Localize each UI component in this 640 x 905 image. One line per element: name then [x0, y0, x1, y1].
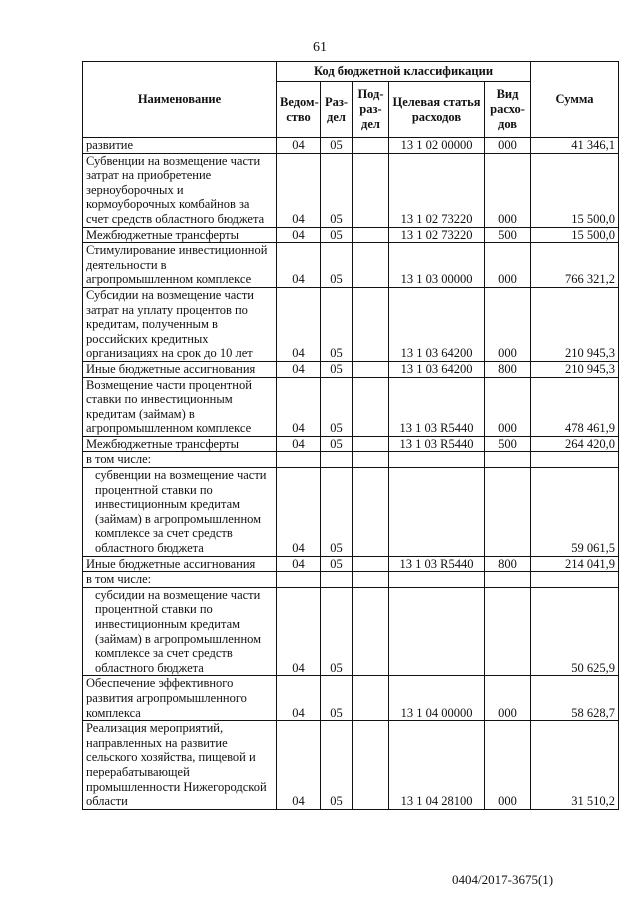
table-row: [83, 436, 619, 452]
cell-summa: 210 945,3: [531, 287, 619, 361]
cell-name: Стимулирование инвестиционной деятельности в агропромышленном комплексе: [83, 243, 277, 288]
cell-ved: 04: [277, 676, 321, 721]
table-row: [83, 468, 619, 557]
cell-vid: 000: [485, 243, 531, 288]
cell-celevaya: 13 1 03 R5440: [389, 436, 485, 452]
header-celevaya: Целевая статья расходов: [389, 82, 485, 138]
cell-name: Иные бюджетные ассигнования: [83, 361, 277, 377]
cell-vid: 000: [485, 138, 531, 154]
cell-podrazdel: [353, 361, 389, 377]
cell-podrazdel: [353, 452, 389, 468]
cell-razdel: 05: [321, 468, 353, 557]
cell-name: развитие: [83, 138, 277, 154]
cell-vid: 800: [485, 361, 531, 377]
cell-vid: 000: [485, 287, 531, 361]
table-row: [83, 587, 619, 676]
cell-vid: [485, 468, 531, 557]
cell-podrazdel: [353, 436, 389, 452]
cell-summa: 50 625,9: [531, 587, 619, 676]
cell-celevaya: 13 1 04 00000: [389, 676, 485, 721]
cell-razdel: 05: [321, 721, 353, 810]
cell-celevaya: [389, 572, 485, 588]
header-podrazdel: Под-раз-дел: [353, 82, 389, 138]
cell-celevaya: [389, 468, 485, 557]
page-number: 61: [313, 40, 327, 55]
cell-summa: 210 945,3: [531, 361, 619, 377]
cell-vid: 500: [485, 436, 531, 452]
table-row: [83, 153, 619, 227]
cell-vid: 000: [485, 721, 531, 810]
cell-razdel: 05: [321, 138, 353, 154]
cell-name: Реализация мероприятий, направленных на развитие сельского хозяйства, пищевой и перерабатывающей промышленности Нижегородской области: [83, 721, 277, 810]
cell-vid: 000: [485, 676, 531, 721]
cell-summa: 41 346,1: [531, 138, 619, 154]
cell-name: Обеспечение эффективного развития агропромышленного комплекса: [83, 676, 277, 721]
cell-podrazdel: [353, 243, 389, 288]
cell-ved: 04: [277, 227, 321, 243]
cell-ved: 04: [277, 556, 321, 572]
cell-vid: [485, 572, 531, 588]
cell-name: Субсидии на возмещение части затрат на уплату процентов по кредитам, полученным в российских кредитных организациях на срок до 10 лет: [83, 287, 277, 361]
cell-celevaya: 13 1 04 28100: [389, 721, 485, 810]
table-row: [83, 287, 619, 361]
table-row: [83, 721, 619, 810]
cell-razdel: 05: [321, 676, 353, 721]
table-row: [83, 452, 619, 468]
table-row: [83, 572, 619, 588]
table-row: [83, 138, 619, 154]
cell-summa: 15 500,0: [531, 227, 619, 243]
cell-razdel: 05: [321, 436, 353, 452]
cell-summa: 59 061,5: [531, 468, 619, 557]
cell-name: Межбюджетные трансферты: [83, 227, 277, 243]
cell-ved: 04: [277, 436, 321, 452]
cell-razdel: 05: [321, 361, 353, 377]
table-row: [83, 556, 619, 572]
table-row: [83, 361, 619, 377]
cell-razdel: 05: [321, 243, 353, 288]
cell-podrazdel: [353, 721, 389, 810]
cell-podrazdel: [353, 138, 389, 154]
cell-celevaya: 13 1 02 73220: [389, 153, 485, 227]
cell-vid: 500: [485, 227, 531, 243]
cell-razdel: 05: [321, 227, 353, 243]
cell-podrazdel: [353, 556, 389, 572]
cell-podrazdel: [353, 153, 389, 227]
cell-vid: [485, 587, 531, 676]
cell-summa: 58 628,7: [531, 676, 619, 721]
header-summa: Сумма: [531, 62, 619, 138]
cell-summa: 31 510,2: [531, 721, 619, 810]
header-group: Код бюджетной классификации: [277, 62, 531, 82]
cell-podrazdel: [353, 287, 389, 361]
table-row: [83, 227, 619, 243]
table-body: [83, 138, 619, 810]
cell-razdel: 05: [321, 377, 353, 436]
header-vid: Вид расхо-дов: [485, 82, 531, 138]
cell-podrazdel: [353, 572, 389, 588]
cell-summa: [531, 572, 619, 588]
cell-celevaya: 13 1 02 00000: [389, 138, 485, 154]
cell-ved: 04: [277, 587, 321, 676]
cell-razdel: 05: [321, 287, 353, 361]
cell-name: Иные бюджетные ассигнования: [83, 556, 277, 572]
cell-ved: 04: [277, 287, 321, 361]
header-name: Наименование: [83, 62, 277, 138]
table-header: [83, 62, 619, 138]
cell-name: субсидии на возмещение части процентной ставки по инвестиционным кредитам (займам) в агропромышленном комплексе за счет средств областного бюджета: [83, 587, 277, 676]
cell-summa: 214 041,9: [531, 556, 619, 572]
header-ved: Ведом-ство: [277, 82, 321, 138]
header-razdel: Раз-дел: [321, 82, 353, 138]
budget-table: [82, 61, 619, 810]
cell-celevaya: [389, 587, 485, 676]
cell-razdel: 05: [321, 556, 353, 572]
cell-summa: 15 500,0: [531, 153, 619, 227]
table-row: [83, 377, 619, 436]
cell-vid: 000: [485, 153, 531, 227]
cell-summa: [531, 452, 619, 468]
cell-podrazdel: [353, 468, 389, 557]
cell-celevaya: 13 1 03 64200: [389, 287, 485, 361]
cell-ved: 04: [277, 361, 321, 377]
cell-podrazdel: [353, 377, 389, 436]
cell-vid: [485, 452, 531, 468]
cell-celevaya: 13 1 03 64200: [389, 361, 485, 377]
cell-ved: 04: [277, 721, 321, 810]
cell-razdel: 05: [321, 587, 353, 676]
cell-celevaya: 13 1 03 R5440: [389, 377, 485, 436]
cell-razdel: [321, 452, 353, 468]
cell-ved: 04: [277, 153, 321, 227]
cell-ved: [277, 452, 321, 468]
cell-ved: [277, 572, 321, 588]
cell-podrazdel: [353, 587, 389, 676]
table-row: [83, 676, 619, 721]
cell-podrazdel: [353, 227, 389, 243]
table-row: [83, 243, 619, 288]
cell-summa: 264 420,0: [531, 436, 619, 452]
cell-vid: 800: [485, 556, 531, 572]
cell-celevaya: 13 1 03 R5440: [389, 556, 485, 572]
cell-celevaya: 13 1 03 00000: [389, 243, 485, 288]
cell-ved: 04: [277, 377, 321, 436]
cell-razdel: [321, 572, 353, 588]
document-code: 0404/2017-3675(1): [452, 872, 554, 887]
cell-name: Субвенции на возмещение части затрат на приобретение зерноуборочных и кормоуборочных комбайнов за счет средств областного бюджета: [83, 153, 277, 227]
cell-name: Межбюджетные трансферты: [83, 436, 277, 452]
cell-razdel: 05: [321, 153, 353, 227]
cell-summa: 766 321,2: [531, 243, 619, 288]
cell-summa: 478 461,9: [531, 377, 619, 436]
cell-name: в том числе:: [83, 572, 277, 588]
cell-ved: 04: [277, 468, 321, 557]
cell-name: в том числе:: [83, 452, 277, 468]
cell-ved: 04: [277, 243, 321, 288]
cell-celevaya: 13 1 02 73220: [389, 227, 485, 243]
cell-vid: 000: [485, 377, 531, 436]
cell-celevaya: [389, 452, 485, 468]
cell-name: Возмещение части процентной ставки по инвестиционным кредитам (займам) в агропромышленном комплексе: [83, 377, 277, 436]
cell-ved: 04: [277, 138, 321, 154]
cell-name: субвенции на возмещение части процентной ставки по инвестиционным кредитам (займам) в агропромышленном комплексе за счет средств областного бюджета: [83, 468, 277, 557]
cell-podrazdel: [353, 676, 389, 721]
